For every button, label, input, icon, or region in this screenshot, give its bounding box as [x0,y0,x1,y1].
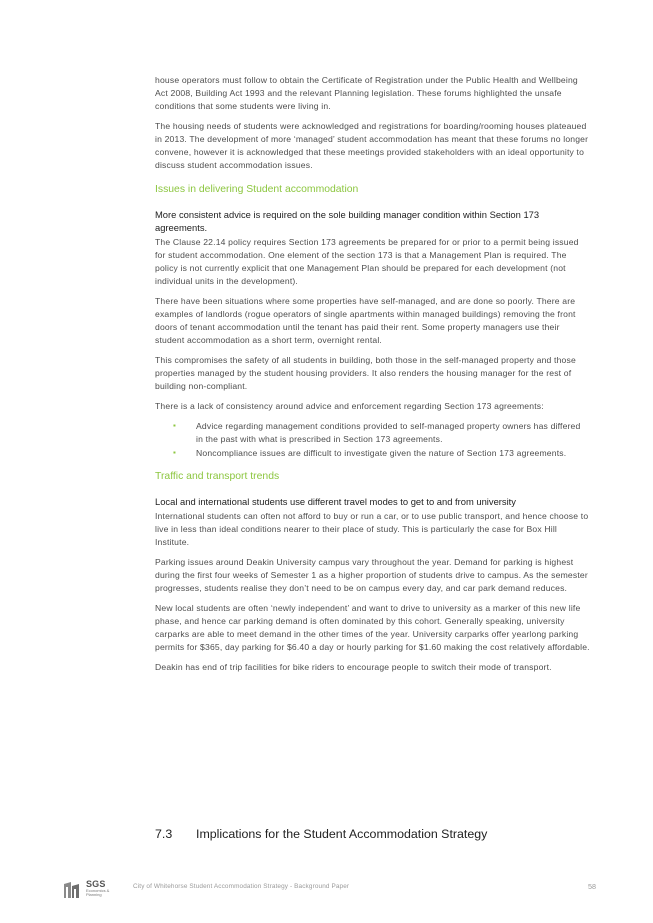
intro-paragraph-1: house operators must follow to obtain the Certificate of Registration under the Public Health and Wellbeing Act 2008, Building Act 1993 and the relevant Planning legislation. These forums highlighted the unsafe conditions that some students were living in. [155,75,578,111]
bullet-text: Noncompliance issues are difficult to investigate given the nature of Section 173 agreements. [196,447,567,458]
list-item [173,420,590,445]
section-title: Implications for the Student Accommodation Strategy [196,827,488,841]
issues-bullet-list [155,420,590,459]
sgs-logo [62,879,112,903]
traffic-paragraph-3: New local students are often ‘newly independent’ and want to drive to university as a marker of this new life phase, and hence car parking demand is often dominated by this cohort. Generally speaking, university carparks are able to meet demand in the other times of the year. University carparks offer yearlong parking permits for $365, day parking for $6.40 a day or hourly parking for $1.60 making the cost relatively affordable. [155,603,590,652]
bullet-icon: ▪ [173,421,177,430]
section-heading [155,826,595,842]
issues-heading: Issues in delivering Student accommodation [155,184,359,195]
page-number: 58 [588,882,596,891]
traffic-paragraph-2: Parking issues around Deakin University campus vary throughout the year. Demand for parking is highest during the first four weeks of Semester 1 as a higher proportion of students drive to campus. As the semester progresses, students realise they don’t need to be on campus every day, and car park demand reduces. [155,557,588,593]
page-content [155,74,590,681]
logo-subtext: Economics & Planning [86,888,110,898]
sgs-logo-icon [62,880,82,900]
issues-subheading: More consistent advice is required on the sole building manager condition within Section 173 agreements. [155,209,540,233]
bullet-text: Advice regarding management conditions provided to self-managed property owners has differed in the past with what is prescribed in Section 173 agreements. [196,421,581,444]
intro-paragraph-2: The housing needs of students were acknowledged and registrations for boarding/rooming houses plateaued in 2013. The development of more ‘managed’ student accommodation has meant that these forums no longer convene, however it is acknowledged that these meetings provided stakeholders with an ideal opportunity to discuss student accommodation issues. [155,121,589,170]
traffic-paragraph-1: International students can often not afford to buy or run a car, or to use public transport, and hence choose to live in less than ideal conditions nearer to their place of study. This is particularly the case for Box Hill Institute. [155,511,589,547]
bullet-icon: ▪ [173,447,177,457]
issues-paragraph-2: There have been situations where some properties have self-managed, and are done so poorly. There are examples of landlords (rogue operators of single apartments within managed buildings) removing the front doors of tenant accommodation until the tenant has paid their rent. Some property managers use their student accommodation as a short term, overnight rental. [155,296,576,345]
traffic-heading: Traffic and transport trends [155,471,280,482]
footer-document-title: City of Whitehorse Student Accommodation Strategy - Background Paper [133,883,350,890]
traffic-paragraph-4: Deakin has end of trip facilities for bike riders to encourage people to switch their mode of transport. [155,662,552,672]
section-number: 7.3 [155,827,173,841]
issues-paragraph-4: There is a lack of consistency around advice and enforcement regarding Section 173 agreements: [155,401,544,411]
page-footer [0,870,653,910]
issues-paragraph-1: The Clause 22.14 policy requires Section 173 agreements be prepared for or prior to a permit being issued for student accommodation. One element of the section 173 is that a Management Plan is required. The policy is not currently explicit that one Management Plan should be prepared for each development (not individual units in the development). [155,237,579,286]
issues-paragraph-3: This compromises the safety of all students in building, both those in the self-managed property and those properties managed by the student housing providers. It also renders the housing manager for the rest of building non-compliant. [155,355,576,391]
traffic-subheading: Local and international students use different travel modes to get to and from university [155,496,516,507]
logo-text: SGS [86,879,106,889]
list-item [173,447,590,460]
